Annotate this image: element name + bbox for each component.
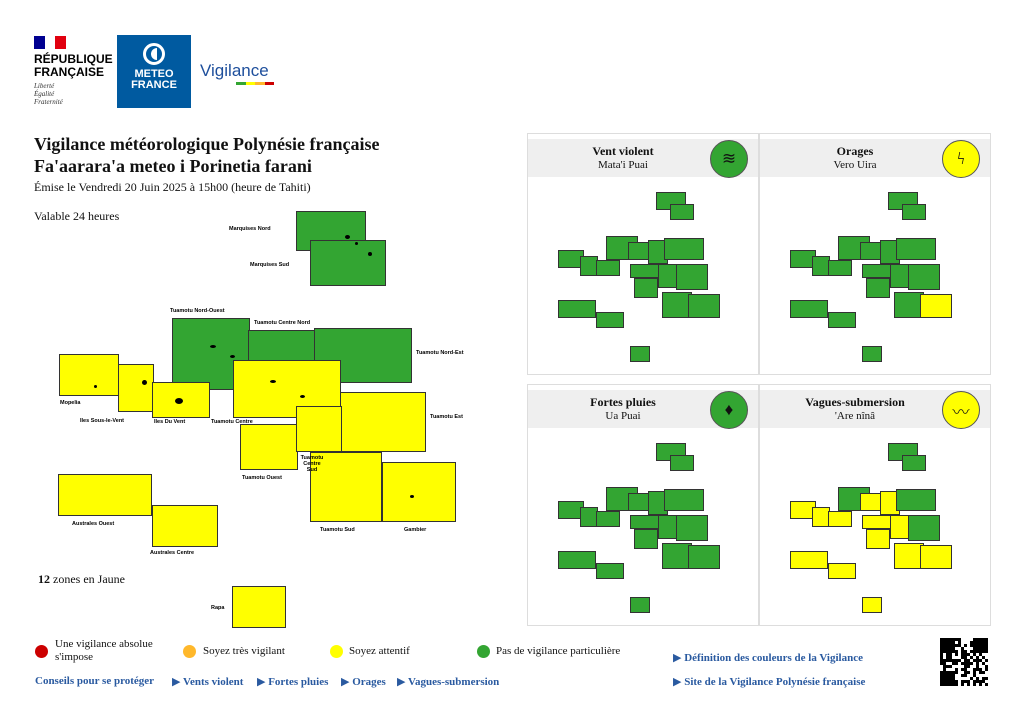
zone-label: Iles Sous-le-Vent <box>80 418 125 424</box>
zone-iles-sous-le-vent[interactable] <box>118 364 154 412</box>
panel-title: Fortes pluies <box>590 395 656 409</box>
mini-zone <box>866 278 890 298</box>
mini-zone <box>558 300 596 318</box>
zone-label: Marquises Nord <box>229 226 271 232</box>
island <box>345 235 350 239</box>
island <box>410 495 414 498</box>
zone-mopelia[interactable] <box>59 354 119 396</box>
waves-icon: 〰 <box>942 391 980 429</box>
mini-zone <box>688 294 720 318</box>
panel-subtitle: Mata'i Puai <box>598 159 648 171</box>
mini-zone <box>828 563 856 579</box>
zone-label: Tuamotu Nord-Ouest <box>170 308 225 314</box>
validity: Valable 24 heures <box>34 209 120 223</box>
zone-marquises-sud[interactable] <box>310 240 386 286</box>
page-title: Vigilance météorologique Polynésie française Fa'aarara'a meteo i Porinetia farani <box>34 134 380 176</box>
zone-tuamotu-ouest[interactable] <box>240 424 298 470</box>
panel-orages <box>759 133 991 375</box>
republic-motto: Liberté Égalité Fraternité <box>34 82 63 106</box>
qr-module <box>985 650 988 653</box>
island <box>210 345 216 348</box>
french-flag-icon <box>34 36 66 49</box>
meteo-france-emblem-icon <box>143 43 165 65</box>
qr-module <box>985 677 988 680</box>
zone-gambier[interactable] <box>382 462 456 522</box>
qr-module <box>982 671 985 674</box>
zone-label: Tuamotu Centre Sud <box>300 455 324 473</box>
link-site[interactable]: ▶ Site de la Vigilance Polynésie française <box>673 676 866 688</box>
qr-module <box>967 683 970 686</box>
panel-subtitle: Ua Puai <box>605 410 641 422</box>
zone-label: Gambier <box>404 527 427 533</box>
link-conseils[interactable]: Conseils pour se protéger <box>35 675 155 687</box>
qr-module <box>955 662 958 665</box>
mini-zone <box>862 346 882 362</box>
qr-module <box>973 683 976 686</box>
mini-zone <box>896 489 936 511</box>
mini-zone <box>688 545 720 569</box>
mini-zone <box>634 529 658 549</box>
island <box>142 380 147 385</box>
qr-module <box>955 671 958 674</box>
zone-label: Mopelia <box>60 400 81 406</box>
zone-tuamotu-centre-sud[interactable] <box>296 406 342 452</box>
legend-label: Soyez très vigilant <box>203 645 285 657</box>
mini-zone <box>596 563 624 579</box>
qr-module <box>967 665 970 668</box>
rain-drops-icon: ♦ <box>710 391 748 429</box>
mini-zone <box>862 597 882 613</box>
zone-label: Australes Ouest <box>72 521 115 527</box>
link-orages[interactable]: ▶ Orages <box>341 676 386 688</box>
panel-subtitle: 'Are nînâ <box>834 410 876 422</box>
mini-zone <box>862 264 892 278</box>
zone-label: Tuamotu Ouest <box>242 475 282 481</box>
mini-zone <box>908 264 940 290</box>
vigilance-logo: Vigilance <box>200 61 274 85</box>
panel-fortes-pluies <box>527 384 759 626</box>
panel-vagues-submersion <box>759 384 991 626</box>
mini-zone <box>828 511 852 527</box>
mini-zone <box>664 489 704 511</box>
qr-module <box>955 653 958 656</box>
qr-module <box>970 662 973 665</box>
zone-tuamotu-est[interactable] <box>340 392 426 452</box>
mini-zone <box>676 515 708 541</box>
zone-rapa[interactable] <box>232 586 286 628</box>
legend-label: Une vigilance absolue s'impose <box>55 638 153 663</box>
mini-zone <box>596 312 624 328</box>
zone-label: Tuamotu Centre <box>211 419 253 425</box>
qr-module <box>979 683 982 686</box>
island <box>300 395 305 398</box>
mini-zone <box>664 238 704 260</box>
link-vagues[interactable]: ▶ Vagues-submersion <box>397 676 500 688</box>
mini-zone <box>634 278 658 298</box>
legend-dot-orange <box>183 645 196 658</box>
zone-label: Rapa <box>211 605 225 611</box>
legend-dot-red <box>35 645 48 658</box>
mini-zone <box>896 238 936 260</box>
qr-module <box>961 683 964 686</box>
mini-zone <box>558 551 596 569</box>
mini-zone <box>790 300 828 318</box>
mini-zone <box>828 312 856 328</box>
zone-label: Tuamotu Est <box>430 414 463 420</box>
mini-zone <box>596 511 620 527</box>
zone-label: Tuamotu Nord-Est <box>416 350 464 356</box>
mini-zone <box>920 294 952 318</box>
island <box>94 385 97 388</box>
zone-australes-centre[interactable] <box>152 505 218 547</box>
mini-zone <box>828 260 852 276</box>
mini-zone <box>908 515 940 541</box>
legend-dot-green <box>477 645 490 658</box>
mini-zone <box>630 515 660 529</box>
mini-zone <box>902 455 926 471</box>
qr-module <box>985 683 988 686</box>
island <box>270 380 276 383</box>
mini-zone <box>676 264 708 290</box>
qr-module <box>967 671 970 674</box>
link-pluies[interactable]: ▶ Fortes pluies <box>257 676 329 688</box>
qr-module <box>955 683 958 686</box>
legend-label: Soyez attentif <box>349 645 410 657</box>
mini-zone <box>630 597 650 613</box>
island <box>175 398 183 404</box>
island <box>230 355 235 358</box>
island <box>368 252 372 256</box>
zone-label: Tuamotu Centre Nord <box>254 320 311 326</box>
republique-francaise-logo <box>34 36 114 106</box>
zone-australes-ouest[interactable] <box>58 474 152 516</box>
mini-zone <box>630 346 650 362</box>
mini-zone <box>670 455 694 471</box>
island <box>355 242 358 245</box>
zone-label: Iles Du Vent <box>154 419 186 425</box>
link-vents[interactable]: ▶ Vents violent <box>172 676 244 688</box>
mini-zone <box>596 260 620 276</box>
wind-sock-icon: ≋ <box>710 140 748 178</box>
panel-title: Vent violent <box>592 144 654 158</box>
lightning-icon: ϟ <box>942 140 980 178</box>
zone-label: Tuamotu Sud <box>320 527 355 533</box>
qr-module <box>985 659 988 662</box>
legend-label: Pas de vigilance particulière <box>496 645 621 657</box>
qr-code-icon[interactable] <box>940 638 988 686</box>
mini-zone <box>630 264 660 278</box>
mini-zone <box>902 204 926 220</box>
panel-vent-violent <box>527 133 759 375</box>
mini-zone <box>866 529 890 549</box>
issue-date: Émise le Vendredi 20 Juin 2025 à 15h00 (heure de Tahiti) <box>34 180 311 194</box>
mini-zone <box>790 551 828 569</box>
republic-name: RÉPUBLIQUE FRANÇAISE <box>34 52 113 79</box>
mini-zone <box>862 515 892 529</box>
legend-dot-yellow <box>330 645 343 658</box>
panel-subtitle: Vero Uira <box>833 159 877 171</box>
meteo-france-logo: METEO FRANCE <box>117 35 191 108</box>
panel-title: Vagues-submersion <box>805 395 905 409</box>
qr-module <box>985 668 988 671</box>
mini-zone <box>920 545 952 569</box>
qr-module <box>964 644 967 647</box>
zone-label: Marquises Sud <box>250 262 290 268</box>
mini-zone <box>670 204 694 220</box>
zone-summary: 12 zones en Jaune <box>38 572 125 586</box>
panel-title: Orages <box>836 144 874 158</box>
zone-label: Australes Centre <box>150 550 195 556</box>
link-definition[interactable]: ▶ Définition des couleurs de la Vigilance <box>673 652 863 664</box>
qr-module <box>964 674 967 677</box>
qr-module <box>949 665 952 668</box>
